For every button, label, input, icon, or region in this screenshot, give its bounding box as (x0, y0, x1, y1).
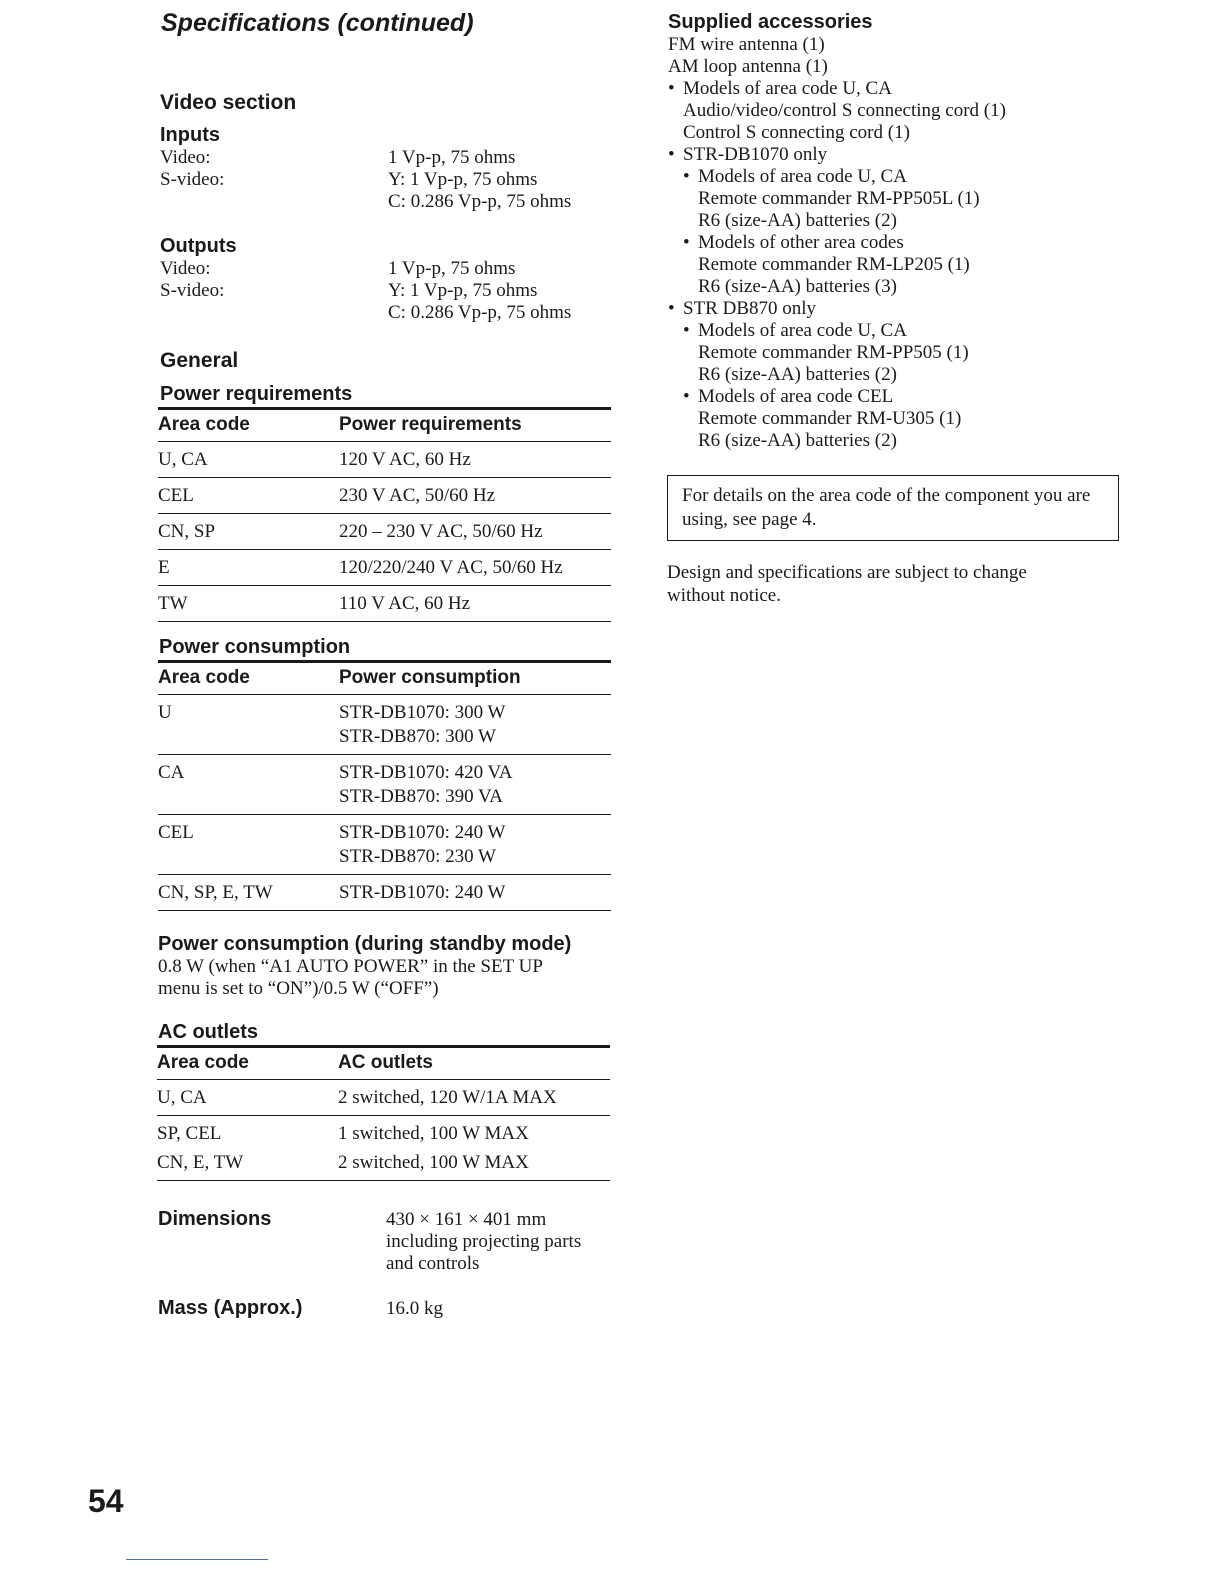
general-heading: General (160, 349, 239, 372)
area-code-cell: CA (158, 762, 185, 783)
table-row (158, 815, 611, 875)
table-row (157, 1116, 610, 1152)
table-header-row (158, 409, 611, 442)
column-header: Area code (158, 667, 250, 688)
value-line: STR-DB870: 390 VA (339, 786, 503, 807)
mass-label: Mass (Approx.) (158, 1297, 303, 1319)
value-cell (339, 875, 611, 911)
list-item: R6 (size-AA) batteries (2) (698, 210, 897, 231)
table-row (158, 755, 611, 815)
list-item: • Models of area code U, CA (668, 78, 1148, 100)
ac-outlets-heading: AC outlets (158, 1021, 258, 1043)
table-row (157, 1151, 610, 1181)
list-item: Control S connecting cord (1) (683, 122, 910, 143)
outputs-svideo-c: C: 0.286 Vp-p, 75 ohms (388, 302, 572, 323)
table-header-row (158, 662, 611, 695)
area-code-cell: SP, CEL (157, 1123, 222, 1144)
table-row (158, 442, 611, 478)
value-cell: 110 V AC, 60 Hz (339, 593, 471, 614)
list-item: • STR DB870 only (668, 298, 1148, 320)
value-line: STR-DB1070: 240 W (339, 822, 506, 843)
list-item: • Models of area code CEL (668, 386, 1148, 408)
standby-text-line: menu is set to “ON”)/0.5 W (“OFF”) (158, 978, 439, 999)
table-row (158, 514, 611, 550)
power-consumption-table (158, 660, 611, 911)
value-cell: 230 V AC, 50/60 Hz (339, 485, 496, 506)
disclaimer-line: Design and specifications are subject to change (667, 562, 1027, 583)
value-cell: 2 switched, 120 W/1A MAX (338, 1087, 557, 1108)
table-row (158, 478, 611, 514)
list-item: • Models of other area codes (668, 232, 1148, 254)
value-cell (339, 755, 611, 815)
value-line: STR-DB870: 300 W (339, 726, 496, 747)
area-code-cell: U, CA (158, 449, 208, 470)
outputs-heading: Outputs (160, 235, 237, 257)
value-cell: 2 switched, 100 W MAX (338, 1152, 529, 1173)
list-item: Remote commander RM-PP505 (1) (698, 342, 969, 363)
inputs-svideo-label: S-video: (160, 169, 225, 190)
list-item: R6 (size-AA) batteries (2) (698, 364, 897, 385)
area-code-cell: CEL (158, 485, 194, 506)
dimensions-label: Dimensions (158, 1208, 272, 1230)
area-code-cell: U, CA (157, 1087, 207, 1108)
value-line: STR-DB1070: 300 W (339, 702, 506, 723)
list-item: • STR-DB1070 only (668, 144, 1148, 166)
footer-rule (126, 1559, 268, 1560)
mass-value: 16.0 kg (386, 1298, 443, 1319)
page-title: Specifications (continued) (161, 9, 474, 37)
table-row (158, 875, 611, 911)
area-code-cell: CN, SP (158, 521, 216, 542)
value-cell: 1 switched, 100 W MAX (338, 1123, 529, 1144)
dimensions-value-line: 430 × 161 × 401 mm (386, 1209, 547, 1230)
inputs-svideo-y: Y: 1 Vp-p, 75 ohms (388, 169, 538, 190)
outputs-svideo-label: S-video: (160, 280, 225, 301)
list-item: Audio/video/control S connecting cord (1) (683, 100, 1006, 121)
list-item: R6 (size-AA) batteries (3) (698, 276, 897, 297)
list-item: R6 (size-AA) batteries (2) (698, 430, 897, 451)
area-code-note: For details on the area code of the component you are using, see page 4. (667, 475, 1119, 541)
value-cell (339, 815, 611, 875)
area-code-cell: CN, E, TW (157, 1152, 244, 1173)
value-cell (339, 695, 611, 755)
power-consumption-heading: Power consumption (159, 636, 351, 658)
list-item: AM loop antenna (1) (668, 56, 828, 77)
column-header: Power consumption (339, 667, 521, 688)
table-row (158, 695, 611, 755)
list-item: FM wire antenna (1) (668, 34, 825, 55)
table-row (157, 1080, 610, 1116)
value-line: STR-DB1070: 240 W (339, 882, 506, 903)
page-number: 54 (88, 1483, 124, 1519)
area-code-cell: U (158, 702, 172, 723)
accessories-list (668, 34, 1148, 452)
dimensions-value-line: including projecting parts (386, 1231, 582, 1252)
value-line: STR-DB870: 230 W (339, 846, 496, 867)
column-header: Area code (157, 1052, 249, 1073)
power-requirements-table (158, 407, 611, 622)
area-code-cell: CN, SP, E, TW (158, 882, 273, 903)
column-header: Area code (158, 414, 250, 435)
column-header: Power requirements (339, 414, 522, 435)
inputs-heading: Inputs (160, 124, 220, 146)
value-line: STR-DB1070: 420 VA (339, 762, 513, 783)
area-code-cell: TW (158, 593, 188, 614)
outputs-video-value: 1 Vp-p, 75 ohms (388, 258, 516, 279)
table-header-row (157, 1047, 610, 1080)
area-code-cell: E (158, 557, 170, 578)
value-cell: 220 – 230 V AC, 50/60 Hz (339, 521, 543, 542)
list-item: Remote commander RM-U305 (1) (698, 408, 962, 429)
outputs-svideo-y: Y: 1 Vp-p, 75 ohms (388, 280, 538, 301)
table-row (158, 586, 611, 622)
list-item: • Models of area code U, CA (668, 320, 1148, 342)
disclaimer-line: without notice. (667, 585, 781, 606)
value-cell: 120 V AC, 60 Hz (339, 449, 471, 470)
inputs-video-label: Video: (160, 147, 211, 168)
table-row (158, 550, 611, 586)
inputs-video-value: 1 Vp-p, 75 ohms (388, 147, 516, 168)
accessories-heading: Supplied accessories (668, 11, 873, 33)
list-item: Remote commander RM-LP205 (1) (698, 254, 970, 275)
standby-heading: Power consumption (during standby mode) (158, 933, 572, 955)
list-item: • Models of area code U, CA (668, 166, 1148, 188)
video-section-heading: Video section (160, 91, 297, 114)
inputs-svideo-c: C: 0.286 Vp-p, 75 ohms (388, 191, 572, 212)
outputs-video-label: Video: (160, 258, 211, 279)
column-header: AC outlets (338, 1052, 433, 1073)
list-item: Remote commander RM-PP505L (1) (698, 188, 980, 209)
ac-outlets-table (157, 1045, 610, 1181)
area-code-cell: CEL (158, 822, 194, 843)
standby-text-line: 0.8 W (when “A1 AUTO POWER” in the SET UP (158, 956, 543, 977)
power-requirements-heading: Power requirements (160, 383, 353, 405)
dimensions-value-line: and controls (386, 1253, 480, 1274)
value-cell: 120/220/240 V AC, 50/60 Hz (339, 557, 563, 578)
